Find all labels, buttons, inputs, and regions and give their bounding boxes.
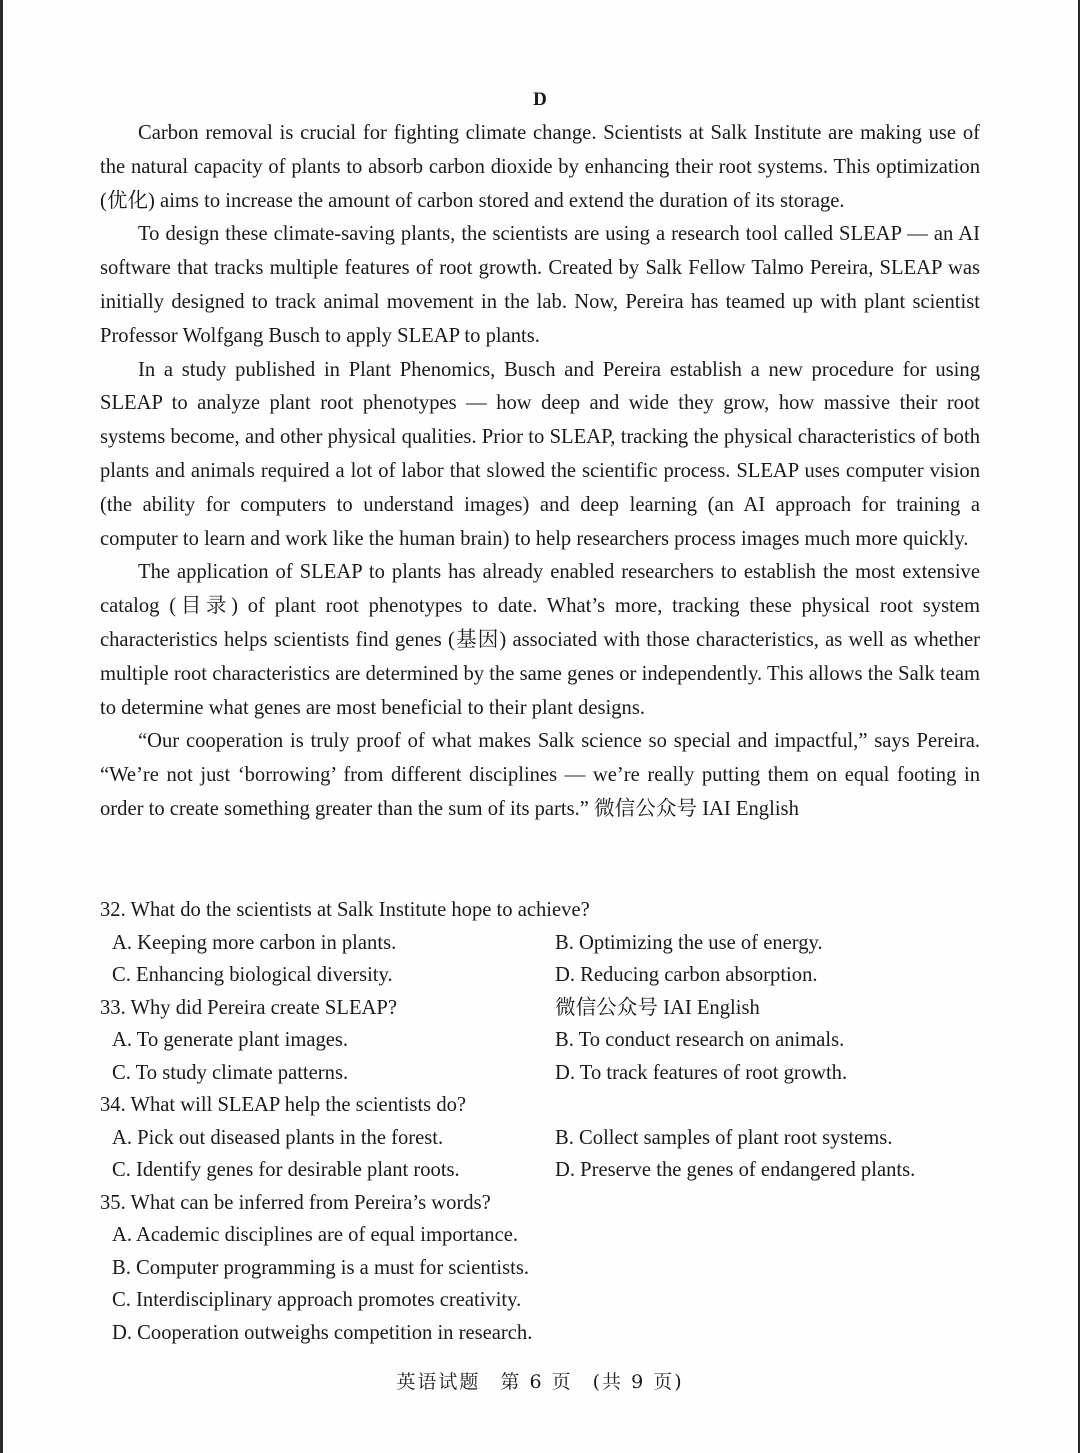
question-32-option-b: B. Optimizing the use of energy.: [555, 931, 823, 954]
question-32-option-d: D. Reducing carbon absorption.: [555, 964, 818, 986]
question-35-option-c: C. Interdisciplinary approach promotes creativity.: [112, 1289, 522, 1311]
question-35-option-b: B. Computer programming is a must for scientists.: [112, 1256, 529, 1279]
passage-paragraph-1: Carbon removal is crucial for fighting climate change. Scientists at Salk Institute are making use of the natural capacity of plants to absorb carbon dioxide by enhancing their root systems. This optimization (优化) aims to increase the amount of carbon stored and extend the duration of its storage.: [100, 122, 980, 212]
question-34-stem: 34. What will SLEAP help the scientists do?: [100, 1094, 467, 1116]
watermark-text: 微信公众号 IAI English: [555, 996, 760, 1019]
question-32-options-row-2: [100, 959, 980, 992]
section-letter: D: [533, 89, 547, 110]
question-32-stem: 32. What do the scientists at Salk Institute hope to achieve?: [100, 899, 590, 921]
question-33-options-row-1: [100, 1024, 980, 1057]
passage-paragraph-3: In a study published in Plant Phenomics, Busch and Pereira establish a new procedure for using SLEAP to analyze plant root phenotypes — how deep and wide they grow, how massive their root systems become, and other physical qualities. Prior to SLEAP, tracking the physical characteristics of both plants and animals required a lot of labor that slowed the scientific process. SLEAP uses computer vision (the ability for computers to understand images) and deep learning (an AI approach for training a computer to learn and work like the human brain) to help researchers process images much more quickly.: [100, 358, 980, 550]
question-34-option-d: D. Preserve the genes of endangered plants.: [555, 1159, 916, 1181]
question-35-stem: 35. What can be inferred from Pereira’s words?: [100, 1191, 491, 1214]
question-33-option-c: C. To study climate patterns.: [112, 1061, 349, 1084]
question-33-header: [100, 992, 980, 1025]
question-33-option-a: A. To generate plant images.: [112, 1029, 349, 1051]
passage-paragraph-2: To design these climate-saving plants, the scientists are using a research tool called SLEAP — an AI software that tracks multiple features of root growth. Created by Salk Fellow Talmo Pereira, SLEAP was initially designed to track animal movement in the lab. Now, Pereira has teamed up with plant scientist Professor Wolfgang Busch to apply SLEAP to plants.: [100, 223, 980, 347]
footer-subject: 英语试题: [396, 1371, 481, 1393]
question-35-option-a: A. Academic disciplines are of equal importance.: [112, 1224, 519, 1246]
question-33-options-row-2: [100, 1057, 980, 1090]
question-32-options-row-1: [100, 927, 980, 960]
passage-paragraph-5: “Our cooperation is truly proof of what makes Salk science so special and impactful,” says Pereira. “We’re not just ‘borrowing’ from different disciplines — we’re really putting them on equal footing in order to create something greater than the sum of its parts.” 微信公众号 IAI English: [100, 730, 980, 820]
question-33-stem: 33. Why did Pereira create SLEAP?: [100, 996, 397, 1019]
footer-total-pages: (共 9 页): [592, 1371, 684, 1393]
question-34-option-c: C. Identify genes for desirable plant roots.: [112, 1159, 460, 1181]
question-33-option-d: D. To track features of root growth.: [555, 1061, 848, 1084]
question-list: [100, 894, 980, 1349]
page-footer: [0, 1367, 1080, 1394]
reading-passage: [100, 117, 980, 827]
question-35-option-d: D. Cooperation outweighs competition in research.: [112, 1321, 533, 1344]
question-32-option-a: A. Keeping more carbon in plants.: [112, 931, 397, 954]
question-32-option-c: C. Enhancing biological diversity.: [112, 964, 393, 986]
question-34-options-row-2: [100, 1154, 980, 1187]
question-34-options-row-1: [100, 1122, 980, 1155]
passage-paragraph-4: The application of SLEAP to plants has already enabled researchers to establish the most extensive catalog (目录) of plant root phenotypes to date. What’s more, tracking these physical root system characteristics helps scientists find genes (基因) associated with those characteristics, as well as whether multiple root characteristics are determined by the same genes or independently. This allows the Salk team to determine what genes are most beneficial to their plant designs.: [100, 561, 980, 719]
question-33-option-b: B. To conduct research on animals.: [555, 1029, 845, 1051]
footer-page-number: 第 6 页: [500, 1371, 573, 1393]
question-34-option-a: A. Pick out diseased plants in the forest.: [112, 1126, 444, 1149]
question-34-option-b: B. Collect samples of plant root systems.: [555, 1126, 893, 1149]
